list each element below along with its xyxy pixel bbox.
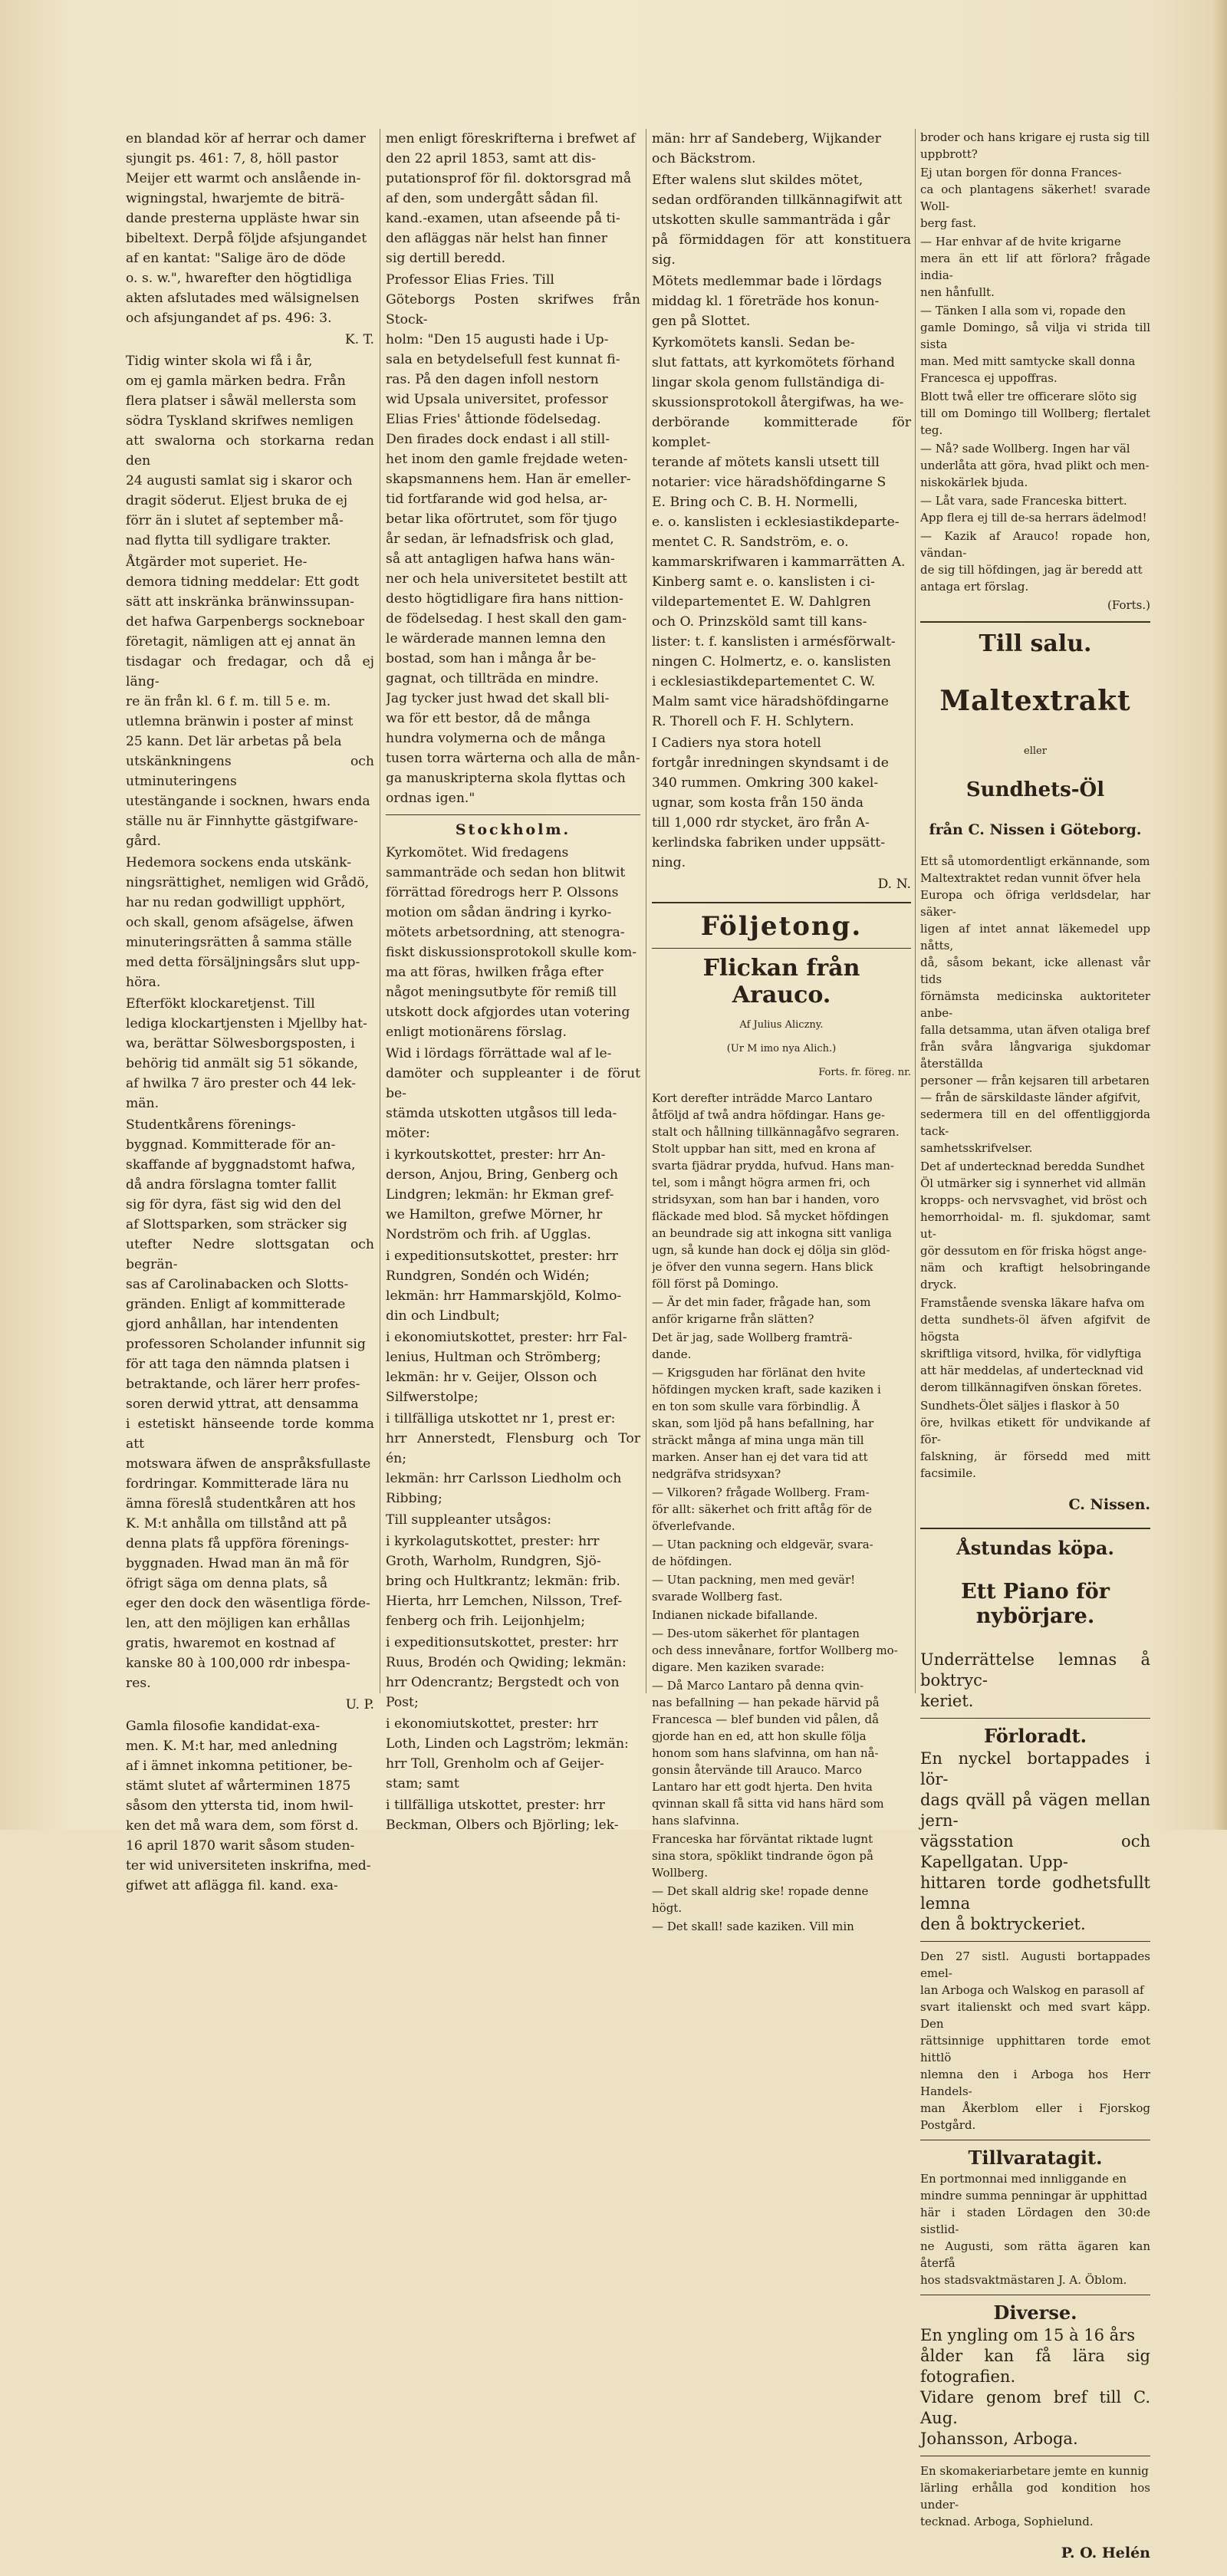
novel-text: Det är jag, sade Wollberg framträ- dande.: [652, 1331, 853, 1361]
article-klockaretjenst: Efterfökt klockaretjenst. Till lediga klockartjensten i Mjellby hat- wa, berättar Sölwesborgsposten, i behörig tid anmält sig 51 sökande, af hwilka 7 äro prester och 44 lek- män.: [126, 996, 367, 1111]
article-text: män: hrr af Sandeberg, Wijkander och Bäckstrom.: [652, 131, 881, 166]
ad-heading-tillvaratagit: Tillvaratagit.: [968, 2147, 1103, 2169]
ad-heading-diverse: Diverse.: [993, 2301, 1077, 2324]
divider: [920, 621, 1150, 623]
continued-mark: (Forts.): [1107, 598, 1150, 612]
novel-text: Blott twå eller tre officerare slöto sig till om Domingo till Wollberg; flertalet teg.: [920, 390, 1150, 437]
ad-text: En yngling om 15 à 16 års ålder kan få lära sig fotografien. Vidare genom bref till C. Aug. Johansson, Arboga.: [920, 2326, 1150, 2448]
ad-text: Underrättelse lemnas å boktryc- keriet.: [920, 1650, 1150, 1710]
ad-text: En nyckel bortappades i lör- dags qväll på vägen mellan jern- vägsstation och Kapellgatan. Upp- hittaren torde godhetsfullt lemna den å boktryckeriet.: [920, 1749, 1150, 1933]
ad-heading-till-salu: Till salu.: [979, 630, 1092, 657]
novel-title: Flickan från Arauco.: [702, 955, 860, 1008]
article-text: Mötets medlemmar bade i lördags middag kl. 1 företräde hos konun- gen på Slottet.: [652, 274, 882, 329]
article-text: i tillfälliga utskottet nr 1, prest er: hrr Annerstedt, Flensburg och Tor én; lekmän: hrr Carlsson Liedholm och Ribbing;: [386, 1411, 640, 1506]
novel-text: — Är det min fader, frågade han, som anför krigarne från slätten?: [652, 1295, 871, 1326]
article-cadiers-hotell: I Cadiers nya stora hotell fortgår inredningen skyndsamt i de 340 rummen. Omkring 300 kakel- ugnar, som kosta från 150 ända till 1,000 rdr stycket, äro från A- kerlindska fabriken under uppsätt- ning.: [652, 735, 889, 870]
novel-text: — Kazik af Arauco! ropade hon, vändan- de sig till höfdingen, jag är beredd att antaga ert förslag.: [920, 529, 1150, 594]
ad-text: Ett så utomordentligt erkännande, som Maltextraktet redan vunnit öfver hela Europa och öfriga verldsdelar, har säker- ligen af intet annat läkemedel upp nåtts, då, såsom bekant, icke allenast vår tids förnämsta medicinska auktoriteter anbe- falla detsamma, utan äfven otaliga bref från svåra långvariga sjukdomar återställda personer — från kejsaren till arbetaren — från de särskildaste länder afgifvit, sedermera till en del offentliggjorda tack- samhetsskrifvelser.: [920, 854, 1150, 1155]
article-text: i kyrkolagutskottet, prester: hrr Groth, Warholm, Rundgren, Sjö- bring och Hultkrantz; lekmän: frib. Hierta, hrr Lemchen, Nilsson, Tref- fenberg och frih. Leijonhjelm;: [386, 1534, 623, 1629]
novel-text: — Nå? sade Wollberg. Ingen har väl underlåta att göra, hvad plikt och men- niskokärlek bjuda.: [920, 442, 1150, 489]
ad-text: Sundhets-Ölet säljes i flaskor à 50 öre, hvilkas etikett för undvikande af för- falskning, är försedd med mitt facsimile.: [920, 1399, 1150, 1480]
divider: [386, 814, 640, 815]
novel-text: broder och hans krigare ej rusta sig till uppbrott?: [920, 130, 1150, 161]
section-heading-stockholm: Stockholm.: [455, 821, 571, 838]
novel-text: — Låt vara, sade Franceska bittert. App flera ej till de-sa herrars ädelmod!: [920, 494, 1147, 525]
novel-text: — Krigsguden har förlänat den hvite höfdingen mycken kraft, sade kaziken i en ton som skulle vara förbindlig. Å skan, som ljöd på hans befallning, har sträckt många af mina unga män till marken. Anser han ej det vara tid att nedgräfva stridsyxan?: [652, 1366, 881, 1481]
article-atgarder-mot-superiet: Åtgärder mot superiet. He- demora tidning meddelar: Ett godt sätt att inskränka bränwinssupan- det hafwa Garpenbergs sockneboar företagit, nämligen att ej annat än tisdagar och fredagar, och då ej läng- re än från kl. 6 f. m. till 5 e. m. utlemna bränwin i poster af minst 25 kann. Det lär arbetas på bela utskänkningens och utminuteringens utestängande i socknen, hwars enda ställe nu är Finnhytte gästgifware- gård.: [126, 554, 374, 849]
ad-title-piano: Ett Piano för nybörjare.: [961, 1580, 1110, 1628]
article-text: i ekonomiutskottet, prester: hrr Fal- lenius, Hultman och Strömberg; lekmän: hr v. Geijer, Olsson och Silfwerstolpe;: [386, 1330, 627, 1405]
novel-text: — Har enhvar af de hvite krigarne mera än ett lif att förlora? frågade india- nen hånfullt.: [920, 235, 1150, 299]
ad-eller: eller: [1024, 745, 1047, 757]
novel-text: — Utan packning och eldgevär, svara- de höfdingen.: [652, 1538, 873, 1568]
ad-signature: C. Nissen.: [1068, 1496, 1150, 1513]
article-text: i ekonomiutskottet, prester: hrr Loth, Linden och Lagström; lekmän: hrr Toll, Grenholm och af Geijer- stam; samt: [386, 1716, 629, 1791]
column-1: [126, 129, 374, 1897]
novel-text: Indianen nickade bifallande.: [652, 1608, 818, 1622]
article-text: Efter walens slut skildes mötet, sedan ordföranden tillkännagifwit att utskotten skulle sammanträda i går på förmiddagen för att konstituera sig.: [652, 173, 911, 268]
signature: U. P.: [345, 1697, 374, 1712]
article-kyrkomotets-kansli: Kyrkomötets kansli. Sedan be- slut fattats, att kyrkomötets förhand lingar skola genom fullständiga di- skussionsprotokoll återgifwas, ha we- derbörande kommitterade för komplet- terande af mötets kansli utsett till notarier: vice häradshöfdingarne S E. Bring och C. B. H. Normelli, e. o. kanslisten i ecklesiastikdeparte- mentet C. R. Sandström, e. o. kammarskrifwaren i kammarrätten A. Kinberg samt e. o. kanslisten i ci- vildepartementet E. W. Dahlgren och O. Prinzsköld samt till kans- lister: t. f. kanslisten i armésförwalt- ningen C. Holmertz, e. o. kanslisten i ecklesiastikdepartementet C. W. Malm samt vice häradshöfdingarne R. Thorell och F. H. Schlytern.: [652, 335, 911, 729]
ad-heading-astundas: Åstundas köpa.: [956, 1537, 1114, 1559]
signature: K. T.: [344, 332, 374, 347]
novel-text: Kort derefter inträdde Marco Lantaro åtföljd af twå andra höfdingar. Hans ge- stalt och hållning tillkännagåfvo segraren. Stolt uppbar han sitt, med en krona af svarta fjädrar prydda, hufvud. Hans man- tel, som i mångt högra armen fri, och stridsyxan, som han bar i handen, voro fläckade med blod. Så mycket höfdingen an beundrade sig att inkogna sitt vanliga ugn, så kunde han dock ej dölja sin glöd- je öfver den vunna segern. Hans blick föll först på Domingo.: [652, 1091, 900, 1291]
divider: [920, 1941, 1150, 1942]
novel-continued: Forts. fr. föreg. nr.: [818, 1067, 911, 1078]
novel-text: — Det skall aldrig ske! ropade denne högt.: [652, 1884, 869, 1915]
ad-sundhets-ol: Sundhets-Öl: [965, 778, 1105, 801]
signature: D. N.: [877, 877, 911, 892]
novel-text: Ej utan borgen för donna Frances- ca och plantagens säkerhet! svarade Woll- berg fast.: [920, 166, 1150, 230]
article-text: i expeditionsutskottet, prester: hrr Ruus, Brodén och Qwiding; lekmän: hrr Odencrantz; Bergstedt och von Post;: [386, 1635, 627, 1710]
article-text: i expeditionsutskottet, prester: hrr Rundgren, Sondén och Widén; lekmän: hrr Hammarskjöld, Kolmo- din och Lindbult;: [386, 1249, 622, 1324]
novel-text: — Des-utom säkerhet för plantagen och dess innevånare, fortfor Wollberg mo- digare. Men kaziken svarade:: [652, 1627, 898, 1674]
novel-translation: (Ur M imo nya Alich.): [726, 1043, 837, 1054]
article-text: i tillfälliga utskottet, prester: hrr Beckman, Olbers och Björling; lek-: [386, 1798, 619, 1833]
column-3: [652, 129, 911, 1936]
article-tidig-winter: Tidig winter skola wi få i år, om ej gamla märken bedra. Från flera platser i såwäl mellersta som södra Tyskland skrifwes nemligen att swalorna och storkarna redan den 24 augusti samlat sig i skaror och dragit söderut. Eljest bruka de ej förr än i slutet af september må- nad flytta till sydligare trakter.: [126, 354, 374, 548]
column-2: [386, 129, 640, 1837]
novel-text: Franceska har förväntat riktade lugnt sina stora, spöklikt tindrande ögon på Wollberg.: [652, 1832, 873, 1880]
article-text: i kyrkoutskottet, prester: hrr An- derson, Anjou, Bring, Genberg och Lindgren; lekmän: hr Ekman gref- we Hamilton, grefwe Mörner, hr Nordström och frih. af Ugglas.: [386, 1147, 618, 1242]
column-rule: [915, 129, 916, 1693]
divider: [652, 948, 911, 949]
ad-title-maltextrakt: Maltextrakt: [939, 685, 1131, 717]
novel-text: — Utan packning, men med gevär! svarade Wollberg fast.: [652, 1573, 856, 1604]
article-text: Hedemora sockens enda utskänk- ningsrättighet, nemligen wid Grådö, har nu redan godwilligt upphört, och skall, genom afsägelse, äfwen minuteringsrätten å samma ställe med detta försäljningsårs slut upp- höra.: [126, 855, 370, 990]
divider: [920, 1718, 1150, 1719]
feuilleton-heading: Följetong.: [700, 911, 863, 942]
divider: [920, 1528, 1150, 1529]
ad-from: från C. Nissen i Göteborg.: [929, 821, 1142, 838]
ad-text: En skomakeriarbetare jemte en kunnig lärling erhålla god kondition hos under- tecknad. Arboga, Sophielund.: [920, 2464, 1150, 2528]
article-text: men enligt föreskrifterna i brefwet af den 22 april 1853, samt att dis- putationsprof för fil. doktorsgrad må af den, som undergått sådan fil. kand.-examen, utan afseende på ti- den afläggas när helst han finner sig dertill beredd.: [386, 131, 636, 266]
article-text: en blandad kör af herrar och damer sjungit ps. 461: 7, 8, höll pastor Meijer ett warmt och anslående in- wigningstal, hwarjemte de biträ- dande presterna uppläste hwar sin bibeltext. Derpå följde afsjungandet af en kantat: "Salige äro de döde o. s. w.", hwarefter den högtidliga akten afslutades med wälsignelsen och afsjungandet af ps. 496: 3.: [126, 131, 367, 326]
article-kandidatexamen: Gamla filosofie kandidat-exa- men. K. M:t har, med anledning af i ämnet inkomna petitioner, be- stämt slutet af wårterminen 1875 såsom den yttersta tid, inom hwil- ken det må wara dem, som först d. 16 april 1870 warit såsom studen- ter wid universiteten inskrifna, med- gifwet att aflägga fil. kand. exa-: [126, 1719, 371, 1893]
ad-text: En portmonnai med innliggande en mindre summa penningar är upphittad här i staden Lördagen den 30:de sistlid- ne Augusti, som rätta ägaren kan återfå hos stadsvaktmästaren J. A. Öblom.: [920, 2172, 1150, 2287]
ad-text: Framstående svenska läkare hafva om detta sundhets-öl äfven afgifvit de högsta skriftliga vitsord, hvilka, för vidlyftiga att här meddelas, af undertecknad vid derom tillkännagifven önskan företes.: [920, 1296, 1150, 1394]
article-text: Till suppleanter utsågos:: [386, 1512, 552, 1528]
article-kyrkomotet: Kyrkomötet. Wid fredagens sammanträde och sedan hon blitwit förrättad föredrogs herr P. Olssons motion om sådan ändring i kyrko- mötets arbetsordning, att stenogra- fiskt diskussionsprotokoll skulle kom- ma att föras, hwilken fråga efter något meningsutbyte för remiß till utskott dock afgjordes utan votering enligt motionärens förslag.: [386, 845, 637, 1040]
page-edge-shadow: [1213, 0, 1227, 1830]
novel-text: — Det skall! sade kaziken. Vill min: [652, 1920, 854, 1933]
novel-author: Af Julius Aliczny.: [739, 1019, 824, 1031]
column-4: [920, 129, 1150, 2576]
article-text: Wid i lördags förrättade wal af le- damöter och suppleanter i de förut be- stämda utskotten utgåsos till leda- möter:: [386, 1046, 640, 1141]
ad-heading-forloradt: Förloradt.: [984, 1725, 1087, 1747]
novel-text: — Tänken I alla som vi, ropade den gamle Domingo, så vilja vi strida till sista man. Med mitt samtycke skall donna Francesca ej uppoffras.: [920, 304, 1150, 385]
article-elias-fries: Professor Elias Fries. Till Göteborgs Posten skrifwes från Stock- holm: "Den 15 augusti hade i Up- sala en betydelsefull fest kunnat fi- ras. På den dagen infoll nestorn wid Upsala universitet, professor Elias Fries' åttionde födelsedag. Den firades dock endast i all still- het inom den gamle frejdade weten- skapsmannens hem. Han är emeller- tid fortfarande wid god helsa, ar- betar lika oförtrutet, som för tjugo år sedan, är lefnadsfrisk och glad, så att antagligen hafwa hans wän- ner och hela universitetet bestilt att desto högtidligare fira hans nittion- de födelsedag. I hest skall den gam- le wärderade mannen lemna den bostad, som han i många år be- gagnat, och tillträda en mindre. Jag tycker just hwad det skall bli- wa för ett bestor, då de många hundra volymerna och de många tusen torra wärterna och alla de mån- ga manuskripterna skola flyttas och ordnas igen.": [386, 272, 640, 806]
ad-signature: P. O. Helén: [1061, 2545, 1150, 2561]
ad-text: Den 27 sistl. Augusti bortappades emel- lan Arboga och Walskog en parasoll af svart italienskt och med svart käpp. Den rättsinnige upphittaren torde emot hittlö nlemna den i Arboga hos Herr Handels- man Åkerblom eller i Fjorskog Postgård.: [920, 1949, 1150, 2132]
article-studentkaren: Studentkårens förenings- byggnad. Kommitterade för an- skaffande af byggnadstomt hafwa, då andra förslagna tomter fallit sig för dyra, fäst sig wid den del af Slottsparken, som sträcker sig utefter Nedre slottsgatan och begrän- sas af Carolinabacken och Slotts- gränden. Enligt af kommitterade gjord anhållan, har intendenten professoren Scholander infunnit sig för att taga den nämnda platsen i betraktande, och lärer herr profes- soren derwid yttrat, att densamma i estetiskt hänseende torde komma att motswara äfwen de anspråksfullaste fordringar. Kommitterade lära nu ämna föreslå studentkåren att hos K. M:t anhålla om tillstånd att på denna plats få uppföra förenings- byggnaden. Hwad man än må för öfrigt säga om denna plats, så eger den dock den wäsentliga förde- len, att den möjligen kan erhållas gratis, hwaremot en kostnad af kanske 80 à 100,000 rdr inbespa- res.: [126, 1117, 374, 1691]
novel-text: — Vilkoren? frågade Wollberg. Fram- för allt: säkerhet och fritt aftåg för de öfverlefvande.: [652, 1485, 873, 1533]
divider: [652, 902, 911, 903]
ad-text: Det af undertecknad beredda Sundhet Öl utmärker sig i synnerhet vid allmän kropps- och nervsvaghet, vid bröst och hemorrhoidal- m. fl. sjukdomar, samt ut- gör dessutom en för friska högst ange- näm och kraftigt helsobringande dryck.: [920, 1160, 1150, 1291]
novel-text: — Då Marco Lantaro på denna qvin- nas befallning — han pekade härvid på Francesca — blef bunden vid pålen, då gjorde han en ed, att hon skulle följa honom som hans slafvinna, om han nå- gonsin återvände till Arauco. Marco Lantaro har ett godt hjerta. Den hvita qvinnan skall få sitta vid hans härd som hans slafvinna.: [652, 1679, 884, 1828]
